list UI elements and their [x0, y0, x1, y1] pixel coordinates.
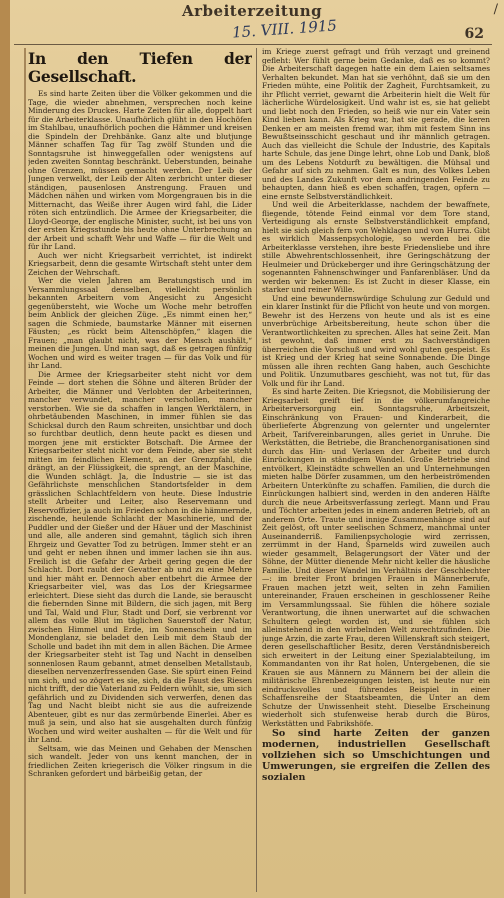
- paragraph: Auch wer nicht Kriegsarbeit verrichtet, ist indirekt Kriegsarbeit, denn die gesamte Wirtschaft steht unter dem Zeichen der Wehrschaft.: [28, 250, 252, 277]
- paragraph: Und weil die Arbeiterklasse, nachdem der bewaffnete, fliegende, tötende Feind einmal vor dem Tore stand, Verteidigung als ernste Selbstverständlichkeit empfand, hielt sie sich gleich fern von Wehklagen und von Hurra. Gibt es wirklich Massenpsychologie, so werden bei die Arbeiterklasse verstehen, ihre beste Friedensliebe und ihre stille Abwehrentschlossenheit, ihre Geringschätzung der Heulmeier und Drückeberger und ihre Geringschätzung der sogenannten Fahnenschwinger und Fanfarenbläser. Und da werden wir bekennen: Es ist Zucht in dieser Klasse, ein starker und reiner Wille.: [262, 200, 490, 294]
- paragraph: Es sind harte Zeiten über die Völker gekommen und die Tage, die wieder abnehmen, versprechen noch keine Minderung des Druckes. Harte Zeiten für alle, doppelt hart für die Arbeiterklasse. Unaufhörlich glüht in den Hochöfen im Stahlbau, unaufhörlich pochen die Hämmer und kreisen die Spindeln der Drehbänke. Ganz alte und blutjunge Männer schaffen Tag für Tag zwölf Stunden und die Sonntagsruhe ist hinweggefallen oder wenigstens auf jeden zweiten Sonntag beschränkt. Ueberstunden, beinahe ohne Grenzen, müssen gemacht werden. Der Leib der Jungen verwelkt, der Leib der Alten zerbricht unter dieser ständigen, pausenlosen Anstrengung. Frauen und Mädchen nähen und wirken vom Morgengrauen bis in die Mitternacht, das Weiße ihrer Augen wird fahl, die Lider röten sich entzündlich. Die Armee der Kriegsarbeiter, die Lloyd-George, der englische Minister, sucht, ist bei uns von der ersten Kriegsstunde bis heute ohne Unterbrechung an der Arbeit und schafft Wehr und Waffe — für die Welt und für ihr Land.: [28, 89, 252, 251]
- page-header: [10, 0, 504, 44]
- paragraph: Wer die vielen Jahren am Beratungstisch und im Versammlungssaal denselben, vielleicht persönlich bekannten Arbeitern vom Angesicht zu Angesicht gegenübersteht, wie Woche um Woche mehr betroffen beim Anblick der gleichen Züge. „Es nimmt einen her,“ sagen die Schmiede, baumstarke Männer mit eisernen Fäusten; „es rückt beim Altenschöpfen,“ klagen die Frauen; „man glaubt nicht, was der Mensch aushält,“ meinen die Jungen. Und man sagt, daß es getragen fünfzig Wochen und wird es weiter tragen — für das Volk und für ihr Land.: [28, 276, 252, 370]
- paragraph-closing: So sind harte Zeiten der ganzen modernen, industriellen Gesellschaft vollziehen sich so Umschichtungen und Umwerungen, sie ergreifen die Zellen des sozialen: [262, 728, 490, 783]
- article-column-right: [262, 48, 490, 892]
- header-rule: [14, 44, 492, 45]
- paragraph: Und eine bewundernswürdige Schulung zur Geduld und ein klarer Instinkt für die Pflicht von heute und von morgen. Bewehr ist des Herzens von heute und als ist es eine unverbrüchige Arbeitsbereitung, heute schon über die Verantwortlichkeiten zu sprechen. Alles hat seine Zeit. Man ist gewohnt, daß immer erst zu Sachverständigen überreichen die Vorschuß und wird wohl guten gespeist. Es ist Krieg und der Krieg hat seine Sonnabende. Die Dinge müssen alle ihren rechten Gang haben, auch Geschichte und Politik. Unzumutbares geschieht, was not tut, für das Volk und für ihr Land.: [262, 293, 490, 388]
- publication-title: Arbeiterzeitung: [182, 2, 323, 20]
- clipping-backing-edge: [0, 0, 10, 898]
- paragraph: Es sind harte Zeiten. Die Kriegsnot, die Mobilisierung der Kriegsarbeit greift tief in die völkerumfangreiche Arbeiterversorgung ein. Sonntagsruhe, Arbeitszeit, Einschränkung von Frauen- und Kinderarbeit, die überlieferte Abgrenzung von gelernter und ungelernter Arbeit, Tarifvereinbarungen, alles geriet in Unruhe. Die Werkstätten, die Betriebe, die Branchenorganisationen sind durch das Hin- und Verlasen der Arbeiter und durch Einrückungen in ständigem Wandel. Große Betriebe sind entvölkert, Kleinstädte schwellen an und Unternehmungen mieten halbe Dörfer zusammen, um den herbeiströmenden Arbeitern Unterkünfte zu schaffen. Familien, die durch die Einrückungen halbiert sind, werden in den anderen Hälfte durch die neue Arbeitsverfassung zerlegt. Mann und Frau und Töchter arbeiten jedes in einem anderen Betrieb, oft an anderem Orte. Traute und innige Zusammenhänge sind auf Zeit gelöst, oft unter seelischen Schmerz, manchmal unter Auseinanderriß. Familienpsychologie wird zerrissen, zerrümmt in der Hand, Sparnelds wird zuweilen auch wieder gesammelt, Belagerungsort der Väter und der Söhne, der Mütter dienende Mehr nicht keller die häusliche Familie. Und dieser Wandel im Verhältnis der Geschlechter —: im breiter Front bringen Frauen in Männerberufe, Frauen machen jetzt weit, selten in zehn Familien untereinander, Frauen erscheinen in geschlossener Reihe im Versammlungssaal. Sie fühlen die höhere soziale Verantwortung, die ihnen unerwartet auf die schwachen Schultern gelegt worden ist, und sie fühlen sich alleinstehend in den wirbelnden Welt zurechtzufinden. Die junge Arzin, die zarte Frau, deren Willenskraft sich steigert, deren gesellschaftlicher Besitz, deren Verständnisbereich sich erweitert in der Leitung einer Spezialabteilung, im Kommandanten von ihr Rat holen, Untergebenen, die sie Krauen sie aus Männern zu Männern bei der allein die militärische Ehrenbezeigungen leisten, ist heute nur ein eindrucksvolles und führendes Beispiel in einer Schaffensreihe der Staatsbeamten, die Unter an dem Schutze der Unwissenheit steht. Dieselbe Erscheinung wiederholt sich stufenweise herab durch die Büros, Werkstätten und Fabrikshöfe.: [262, 387, 490, 728]
- article-column-left: [28, 48, 252, 892]
- clipping-edge: [24, 48, 26, 894]
- paragraph: Die Armee der Kriegsarbeiter steht nicht vor dem Feinde — dort stehen die Söhne und älteren Brüder der Arbeiter, die Männer und Verlobten der Arbeiterinnen, mancher verwundet, mancher verschollen, mancher verstorben. Wie sie da schaffen in langen Werktälern, in ohrbetäubenden Maschinen, in immer fühlen sie das Schicksal durch den Raum schreiten, unsichtbar und doch so furchtbar deutlich, denn heute packt es diesen und morgen jene mit erstickter Botschaft. Die Armee der Kriegsarbeiter steht nicht vor dem Feinde, aber sie steht mitten im feindlichen Element, an der Grenzpfahl, die drängt, an der Flüssigkeit, die sprengt, an der Maschine, die Wunden schlägt. Ja, die Industrie — sie ist das Gefährlichste menschlichen Standortsfelder in dem grässlichen Schlachtfeldern von heute. Diese Industrie stellt Arbeiter und Leiter, also Reservemann und Reservoffizier, ja auch im Frieden schon in die hämmernde, zischende, heulende Schlacht der Maschinerie, und der Puddler und der Gießer und der Häuer und der Maschinist und alle, alle anderen sind gemahnt, täglich sich ihren Ehrgeiz und Gevatter Tod zu betrügen. Immer steht er an und geht er neben ihnen und immer lachen sie ihn aus. Freilich ist die Gefahr der Arbeit gering gegen die der Schlacht. Dort raubt der Gevatter ab und zu eine Mehre und hier mäht er. Dennoch aber entbehrt die Armee der Kriegsarbeiter viel, was das Los der Kriegsarmee erleichtert. Diese sieht das durch die Lande, sie berauscht die fiebernden Sinne mit Bildern, die sich jagen, mit Berg und Tal, Wald und Flur, Stadt und Dorf, sie verbrennt vor allem das volle Blut im täglichen Sauerstoff der Natur, zwischen Himmel und Erde, im Sonnenschein und im Mondenglanz, sie beladet den Leib mit dem Staub der Scholle und badet ihn mit dem in allen Bächen. Die Armee der Kriegsarbeiter steht ist Tag und Nacht in denselben sonnenlosen Raum gebannt, atmet denselben Metallstaub, dieselben nervenzerfressenden Gase. Sie spürt einen Feind um sich, und so zögert es sie, sich, da die Faust des Riesen nicht trifft, der die Vaterland zu Feldern wühlt, sie, um sich gefährlich und zu Dividenden sich verwerfen, denen das Tag und Nacht bleibt nicht sie aus die aufreizende Abenteuer, gibt es nur das zermürbende Einerlei. Aber es muß ja sein, und also hat sie ausgehalten durch fünfzig Wochen und wird weiter aushalten — für die Welt und für ihr Land.: [28, 369, 252, 744]
- paragraph: im Kriege zuerst gefragt und früh verzagt und greinend gefleht: Wer fühlt gerne beim Gedanke, daß es so kommt? Die Arbeiterschaft dagegen hatte ein dem Laien seltsames Verhalten bekundet. Man hat sie verhöhnt, daß sie um den Frieden mühte, eine Politik der Zagheit, Furchtsamkeit, zu ihr Pflicht verriet, gewarnt die Arbeiterin hielt die Welt für lächerliche Würdelosigkeit. Und wahr ist es, sie hat geliebt und liebt noch den Frieden, so heiß wie nur ein Vater sein Kind lieben kann. Als Krieg war, hat sie gerade, die keren Denken er am meisten fremd war, ihm mit festem Sinn ins Bewußtseinsschicht geschaut und ihr männlich getragen. Auch das vielleicht die Schule der Industrie, des Kapitals harte Schule, das jene Dinge lehrt, ohne Lob und Dank, bloß um des Lebens Notdurft zu bewältigen. die Mühsal und Gefahr auf sich zu nehmen. Galt es nun, des Volkes Leben und des Landes Zukunft vor dem andringenden Feinde zu behaupten, dann hieß es eben schaffen, tragen, opfern — eine ernste Selbstverständlichkeit.: [262, 48, 490, 201]
- column-divider: [256, 48, 257, 892]
- paragraph: Seltsam, wie das Meinen und Gehaben der Menschen sich wandelt. Jeder von uns kennt manchen, der in friedlichen Zeiten kriegerisch die Völker ringsum in die Schranken gefordert und bärbeißig getan, der: [28, 743, 252, 778]
- corner-mark: /: [493, 2, 498, 17]
- handwritten-date: 15. VIII. 1915: [231, 16, 338, 42]
- page-number: 62: [464, 26, 484, 42]
- article-headline: In den Tiefen der Gesellschaft.: [28, 49, 252, 86]
